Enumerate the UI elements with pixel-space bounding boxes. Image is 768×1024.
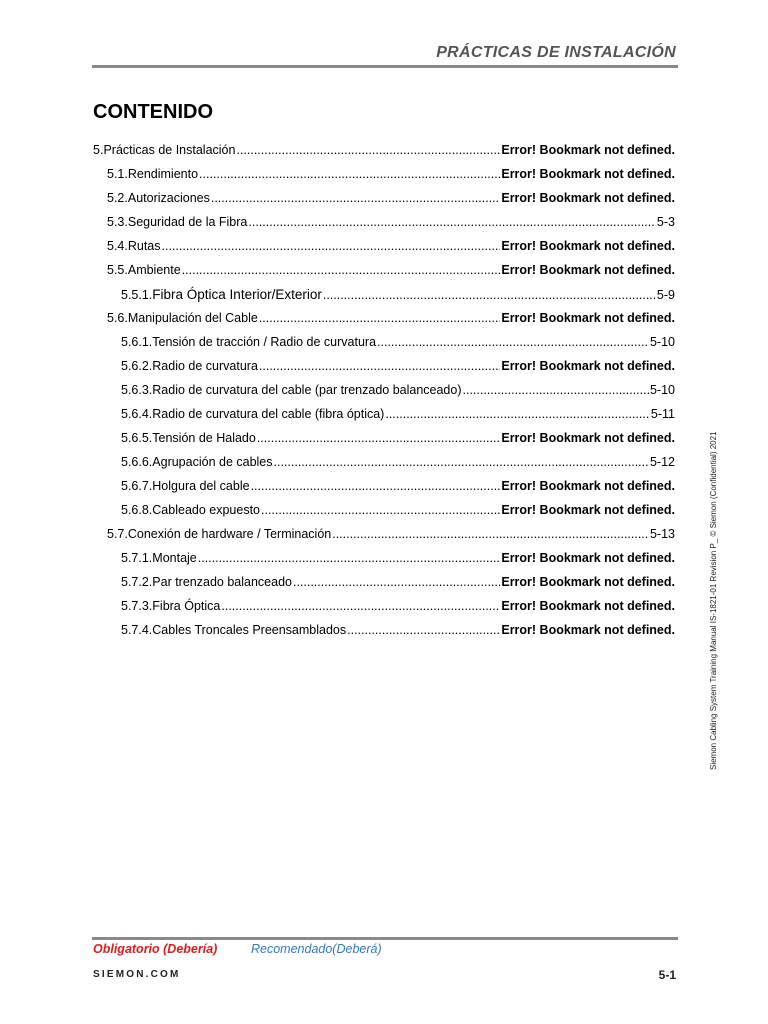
toc-page: 5-9 bbox=[656, 288, 675, 302]
toc-leader-dots bbox=[251, 479, 501, 493]
toc-leader-dots bbox=[377, 335, 649, 349]
toc-entry[interactable] bbox=[93, 575, 675, 599]
toc-entry[interactable] bbox=[93, 431, 675, 455]
brand-footer: SIEMON.COM bbox=[93, 969, 181, 980]
toc-leader-dots bbox=[293, 575, 500, 589]
toc-number: 5.6.6. bbox=[121, 455, 153, 469]
toc-title: Radio de curvatura bbox=[152, 359, 258, 373]
toc-title: Ambiente bbox=[127, 263, 181, 277]
toc-leader-dots bbox=[221, 599, 500, 613]
toc-entry[interactable] bbox=[93, 479, 675, 503]
toc-page: Error! Bookmark not defined. bbox=[501, 263, 675, 277]
toc-title: Tensión de Halado bbox=[152, 431, 256, 445]
toc-number: 5.7. bbox=[107, 527, 128, 541]
toc-entry[interactable] bbox=[93, 215, 675, 239]
toc-number: 5.6. bbox=[107, 311, 128, 325]
toc-number: 5.3. bbox=[107, 215, 128, 229]
toc-entry[interactable] bbox=[93, 383, 675, 407]
toc-entry[interactable] bbox=[93, 599, 675, 623]
table-of-contents bbox=[93, 143, 675, 647]
toc-entry[interactable] bbox=[93, 263, 675, 287]
toc-entry[interactable] bbox=[93, 143, 675, 167]
toc-page: Error! Bookmark not defined. bbox=[501, 599, 675, 613]
toc-title: Prácticas de Instalación bbox=[103, 143, 236, 157]
toc-leader-dots bbox=[259, 359, 500, 373]
toc-number: 5.7.4. bbox=[121, 623, 153, 637]
toc-title: Radio de curvatura del cable (fibra óptica) bbox=[152, 407, 385, 421]
toc-leader-dots bbox=[236, 143, 500, 157]
toc-number: 5.6.7. bbox=[121, 479, 153, 493]
toc-leader-dots bbox=[463, 383, 649, 397]
toc-number: 5.6.5. bbox=[121, 431, 153, 445]
toc-leader-dots bbox=[347, 623, 500, 637]
toc-page: 5-10 bbox=[649, 335, 675, 349]
toc-number: 5.7.2. bbox=[121, 575, 153, 589]
toc-page: 5-10 bbox=[649, 383, 675, 397]
toc-leader-dots bbox=[198, 551, 501, 565]
toc-title: Manipulación del Cable bbox=[127, 311, 258, 325]
toc-leader-dots bbox=[274, 455, 649, 469]
toc-title: Cables Troncales Preensamblados bbox=[152, 623, 347, 637]
legend-required: Obligatorio (Debería) bbox=[93, 942, 218, 956]
toc-leader-dots bbox=[248, 215, 656, 229]
toc-entry[interactable] bbox=[93, 191, 675, 215]
header-rule bbox=[92, 65, 678, 68]
toc-number: 5.1. bbox=[107, 167, 128, 181]
toc-number: 5. bbox=[93, 143, 104, 157]
toc-entry[interactable] bbox=[93, 455, 675, 479]
toc-entry[interactable] bbox=[93, 239, 675, 263]
contents-heading: CONTENIDO bbox=[93, 101, 213, 123]
toc-entry[interactable] bbox=[93, 167, 675, 191]
toc-entry[interactable] bbox=[93, 407, 675, 431]
page-number: 5-1 bbox=[658, 968, 676, 982]
toc-number: 5.6.4. bbox=[121, 407, 153, 421]
toc-title: Seguridad de la Fibra bbox=[127, 215, 248, 229]
toc-title: Rutas bbox=[127, 239, 161, 253]
toc-page: 5-13 bbox=[649, 527, 675, 541]
toc-number: 5.6.8. bbox=[121, 503, 153, 517]
toc-entry[interactable] bbox=[93, 335, 675, 359]
toc-title: Agrupación de cables bbox=[152, 455, 273, 469]
toc-page: Error! Bookmark not defined. bbox=[501, 431, 675, 445]
toc-title: Holgura del cable bbox=[152, 479, 250, 493]
toc-entry[interactable] bbox=[93, 359, 675, 383]
toc-title: Autorizaciones bbox=[127, 191, 210, 205]
toc-page: Error! Bookmark not defined. bbox=[501, 143, 675, 157]
toc-title: Montaje bbox=[152, 551, 197, 565]
toc-leader-dots bbox=[162, 239, 501, 253]
toc-title: Fibra Óptica bbox=[152, 599, 221, 613]
toc-title: Par trenzado balanceado bbox=[152, 575, 292, 589]
toc-page: Error! Bookmark not defined. bbox=[501, 575, 675, 589]
toc-number: 5.6.2. bbox=[121, 359, 153, 373]
toc-title: Tensión de tracción / Radio de curvatura bbox=[152, 335, 377, 349]
toc-leader-dots bbox=[332, 527, 649, 541]
toc-number: 5.2. bbox=[107, 191, 128, 205]
page-header-title: PRÁCTICAS DE INSTALACIÓN bbox=[436, 44, 676, 61]
toc-leader-dots bbox=[257, 431, 501, 445]
toc-number: 5.6.1. bbox=[121, 335, 153, 349]
toc-page: 5-11 bbox=[650, 407, 675, 421]
toc-page: Error! Bookmark not defined. bbox=[501, 359, 675, 373]
side-copyright-text: Siemon Cabling System Training Manual IS-1821-01 Revision P_ © Siemon (Confidential) 2021 bbox=[709, 431, 718, 770]
toc-number: 5.6.3. bbox=[121, 383, 153, 397]
footer-rule bbox=[92, 937, 678, 940]
toc-number: 5.7.1. bbox=[121, 551, 153, 565]
toc-entry[interactable] bbox=[93, 503, 675, 527]
toc-entry[interactable] bbox=[93, 623, 675, 647]
toc-entry[interactable] bbox=[93, 287, 675, 311]
toc-page: Error! Bookmark not defined. bbox=[501, 623, 675, 637]
toc-leader-dots bbox=[211, 191, 501, 205]
toc-number: 5.7.3. bbox=[121, 599, 153, 613]
toc-page: Error! Bookmark not defined. bbox=[501, 191, 675, 205]
toc-entry[interactable] bbox=[93, 527, 675, 551]
toc-page: Error! Bookmark not defined. bbox=[501, 551, 675, 565]
toc-leader-dots bbox=[385, 407, 650, 421]
toc-number: 5.5.1. bbox=[121, 288, 153, 302]
toc-number: 5.5. bbox=[107, 263, 128, 277]
toc-page: Error! Bookmark not defined. bbox=[501, 479, 675, 493]
toc-page: 5-12 bbox=[649, 455, 675, 469]
toc-title: Rendimiento bbox=[127, 167, 199, 181]
toc-title: Conexión de hardware / Terminación bbox=[127, 527, 332, 541]
toc-page: Error! Bookmark not defined. bbox=[501, 167, 675, 181]
toc-title: Radio de curvatura del cable (par trenzado balanceado) bbox=[152, 383, 462, 397]
toc-leader-dots bbox=[182, 263, 501, 277]
toc-leader-dots bbox=[199, 167, 500, 181]
toc-leader-dots bbox=[261, 503, 500, 517]
toc-page: Error! Bookmark not defined. bbox=[501, 239, 675, 253]
toc-leader-dots bbox=[323, 288, 656, 302]
toc-entry[interactable] bbox=[93, 551, 675, 575]
toc-page: 5-3 bbox=[656, 215, 675, 229]
toc-page: Error! Bookmark not defined. bbox=[501, 311, 675, 325]
toc-page: Error! Bookmark not defined. bbox=[501, 503, 675, 517]
toc-title: Fibra Óptica Interior/Exterior bbox=[152, 287, 322, 302]
toc-number: 5.4. bbox=[107, 239, 128, 253]
toc-leader-dots bbox=[259, 311, 501, 325]
toc-entry[interactable] bbox=[93, 311, 675, 335]
legend-recommended: Recomendado(Deberá) bbox=[251, 942, 382, 956]
toc-title: Cableado expuesto bbox=[152, 503, 261, 517]
